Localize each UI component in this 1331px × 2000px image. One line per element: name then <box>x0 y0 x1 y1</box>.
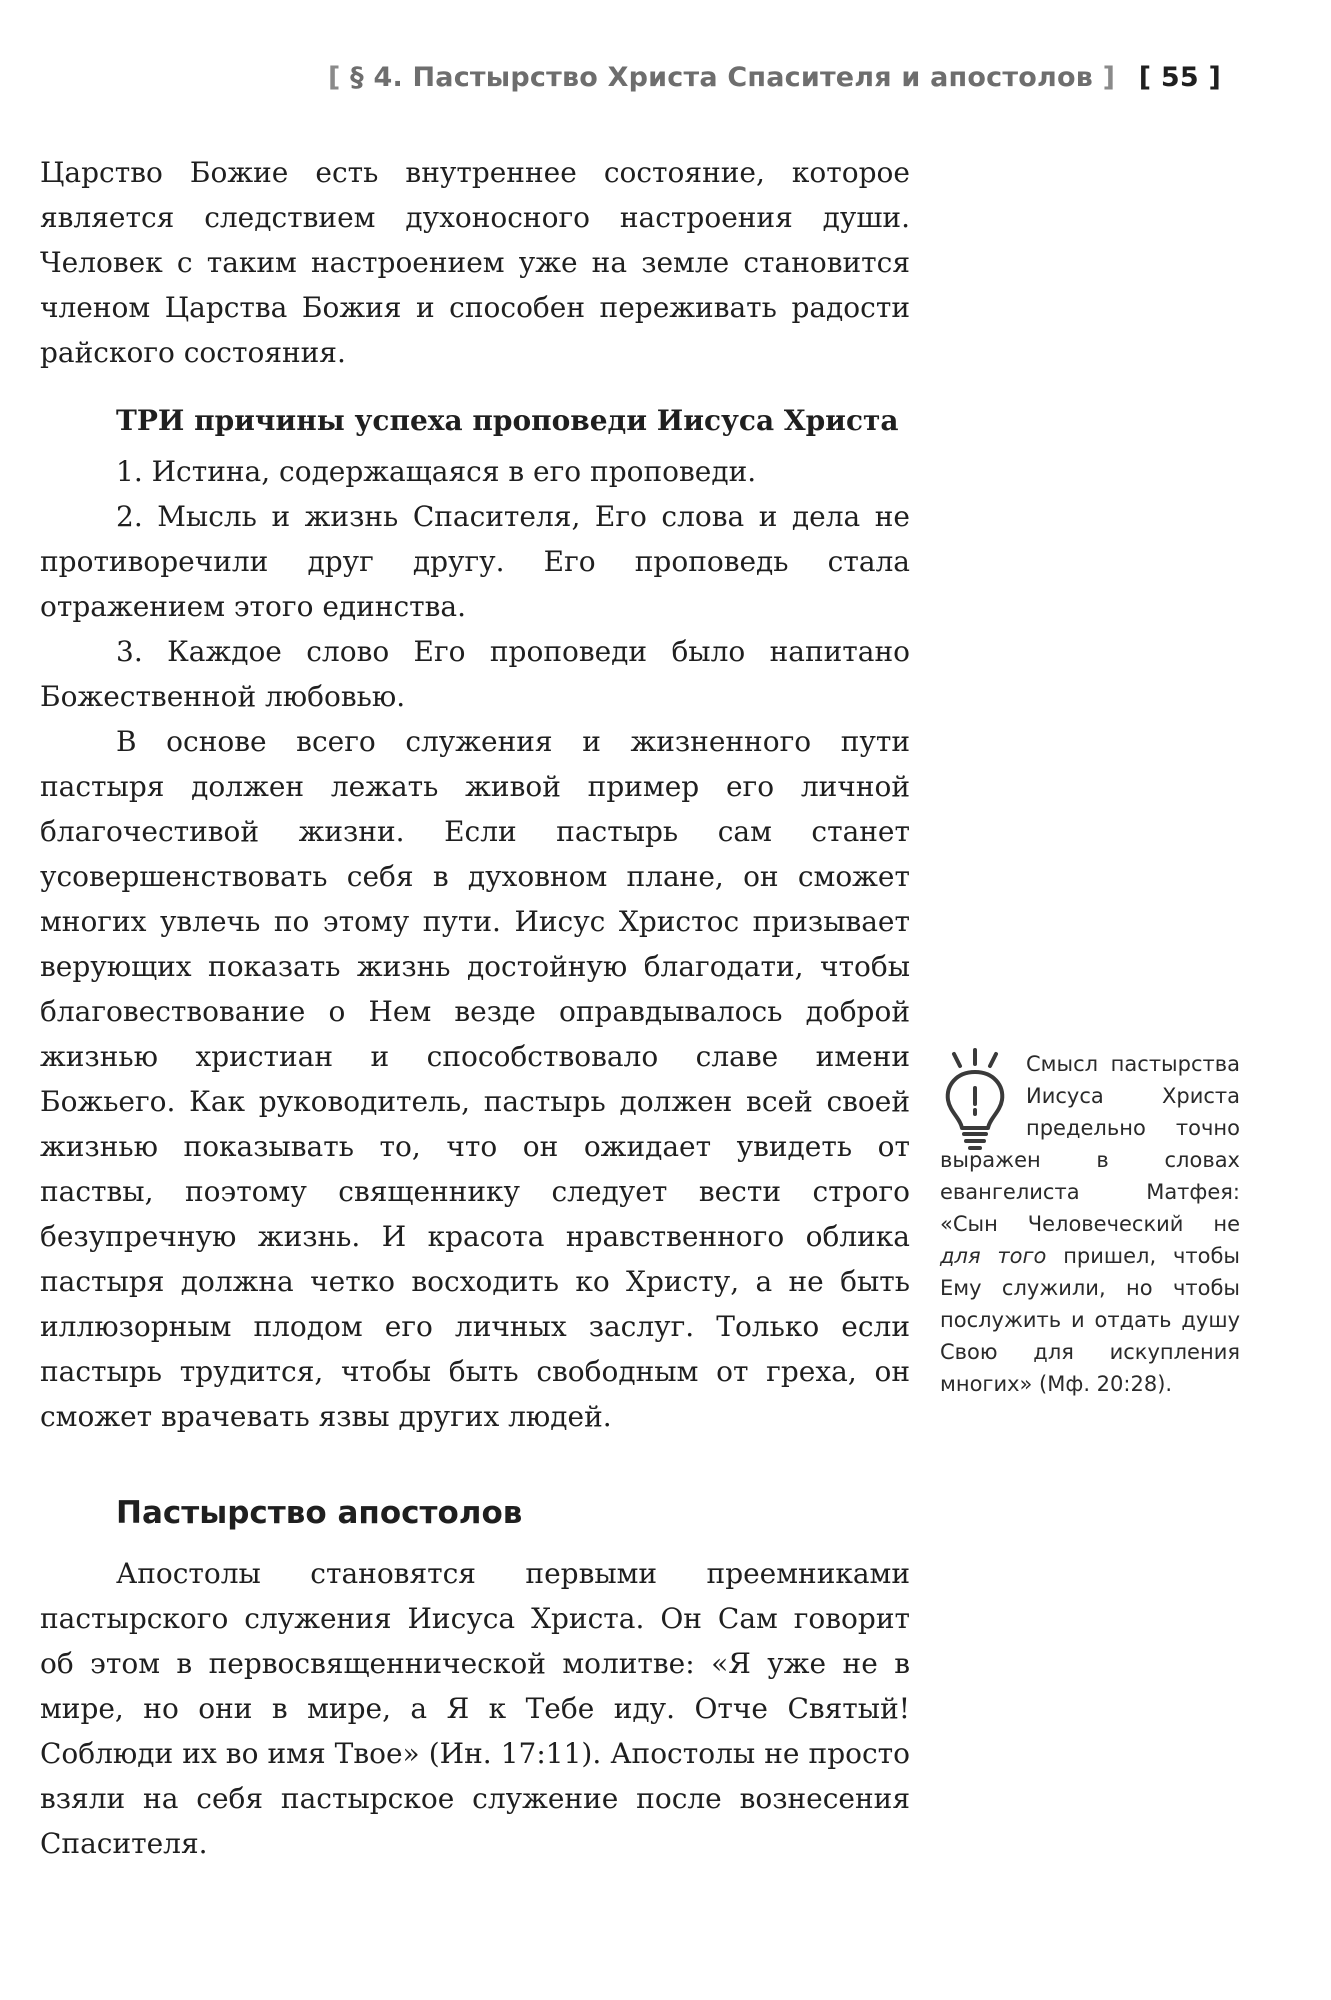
margin-note <box>940 1048 1240 1400</box>
intro-paragraph: Царство Божие есть внутреннее состояние, которое является следствием духоносного настроения души. Человек с таким настроением уже на земле становится членом Царства Божия и способен переживать радости райского состояния. <box>40 156 910 369</box>
note-text-end: пришел, чтобы Ему служили, но чтобы послужить и отдать душу Свою для искупления многих» (Мф. 20:28). <box>940 1244 1240 1396</box>
subheading: ТРИ причины успеха проповеди Иисуса Христа <box>116 404 899 437</box>
apostles-paragraph: Апостолы становятся первыми преемниками пастырского служения Иисуса Христа. Он Сам говорит об этом в первосвященнической молитве: «Я уже не в мире, но они в мире, а Я к Тебе иду. Отче Святый! Соблюди их во имя Твое» (Ин. 17:11). Апостолы не просто взяли на себя пастырское служение после вознесения Спасителя. <box>40 1557 910 1860</box>
list-item-3: 3. Каждое слово Его проповеди было напитано Божественной любовью. <box>40 635 910 713</box>
section-label: § 4. Пастырство Христа Спасителя и апостолов <box>350 62 1093 93</box>
section-title: Пастырство апостолов <box>116 1495 523 1531</box>
list-item-1: 1. Истина, содержащаяся в его проповеди. <box>116 455 757 488</box>
note-text-start: Смысл пастырства Иисуса Христа предельно точно выражен в словах евангелиста Матфея: «Сын Человеческий не <box>940 1052 1240 1236</box>
running-head: [ § 4. Пастырство Христа Спасителя и апостолов ] [ 55 ] <box>328 62 1221 93</box>
main-text <box>40 150 910 1866</box>
list-item-2: 2. Мысль и жизнь Спасителя, Его слова и дела не противоречили друг другу. Его проповедь стала отражением этого единства. <box>40 500 910 623</box>
note-text-italic: для того <box>940 1244 1047 1268</box>
lightbulb-icon <box>940 1048 1010 1158</box>
example-paragraph: В основе всего служения и жизненного пути пастыря должен лежать живой пример его личной благочестивой жизни. Если пастырь сам станет усовершенствовать себя в духовном плане, он сможет многих увлечь по этому пути. Иисус Христос призывает верующих показать жизнь достойную благодати, чтобы благовествование о Нем везде оправдывалось доброй жизнью христиан и способствовало славе имени Божьего. Как руководитель, пастырь должен всей своей жизнью показывать то, что он ожидает увидеть от паствы, поэтому священнику следует вести строго безупречную жизнь. И красота нравственного облика пастыря должна четко восходить ко Христу, а не быть иллюзорным плодом его личных заслуг. Только если пастырь трудится, чтобы быть свободным от греха, он сможет врачевать язвы других людей. <box>40 725 910 1433</box>
page-number: [ 55 ] <box>1138 62 1221 93</box>
